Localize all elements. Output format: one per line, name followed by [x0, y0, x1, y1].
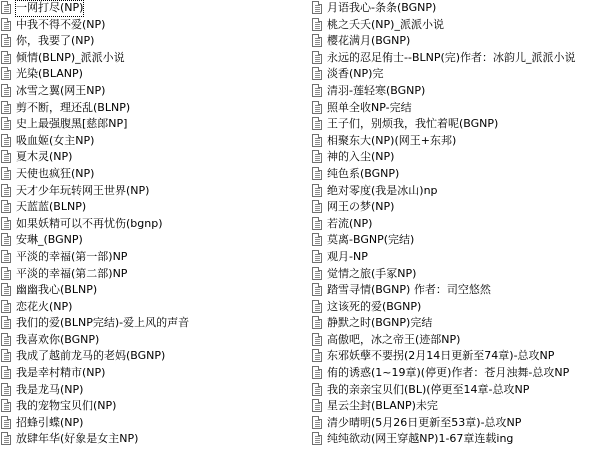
file-name: 倾情(BLNP)_派派小说: [16, 50, 125, 64]
text-file-icon: [1, 167, 11, 180]
text-file-icon: [1, 399, 11, 412]
text-file-icon: [1, 283, 11, 296]
file-name: 放肆年华(好象是女主NP): [16, 432, 139, 446]
text-file-icon: [312, 101, 322, 114]
text-file-icon: [1, 267, 11, 280]
text-file-icon: [312, 267, 322, 280]
text-file-icon: [1, 101, 11, 114]
text-file-icon: [312, 349, 322, 362]
file-item[interactable]: [311, 133, 610, 150]
file-name: 你，我要了(NP): [16, 34, 95, 48]
file-item[interactable]: [0, 83, 305, 100]
file-name: 恋花火(NP): [16, 299, 73, 313]
file-item[interactable]: [311, 216, 610, 233]
file-name: 星云尘封(BLANP)未完: [327, 399, 438, 413]
file-name: 夏木灵(NP): [16, 150, 73, 164]
file-item[interactable]: [311, 183, 610, 200]
file-name: 观月-NP: [327, 249, 368, 263]
text-file-icon: [1, 51, 11, 64]
text-file-icon: [312, 432, 322, 445]
file-item[interactable]: [0, 431, 305, 448]
file-item[interactable]: [311, 116, 610, 133]
file-item[interactable]: [0, 149, 305, 166]
file-name: 月语我心-条条(BGNP): [327, 1, 437, 14]
file-item[interactable]: [0, 415, 305, 432]
file-name: 吸血姬(女主NP): [16, 133, 95, 147]
file-name: 平淡的幸福(第二部)NP: [16, 266, 128, 280]
file-item[interactable]: [0, 348, 305, 365]
file-name: 桃之夭夭(NP)_派派小说: [327, 17, 444, 31]
file-name: 永远的忍足侑士--BLNP(完)作者：冰韵儿_派派小说: [327, 50, 576, 64]
file-item[interactable]: [311, 166, 610, 183]
file-name: 我成了越前龙马的老妈(BGNP): [16, 349, 166, 363]
file-item[interactable]: [0, 100, 305, 117]
file-name: 招蜂引蝶(NP): [16, 415, 84, 429]
file-item[interactable]: [311, 332, 610, 349]
file-item[interactable]: [311, 315, 610, 332]
text-file-icon: [312, 316, 322, 329]
file-name: 一网打尽(NP): [15, 0, 84, 17]
file-name: 光染(BLANP): [16, 67, 83, 81]
text-file-icon: [312, 283, 322, 296]
file-item[interactable]: [0, 299, 305, 316]
file-item[interactable]: [311, 282, 610, 299]
file-item[interactable]: [0, 232, 305, 249]
file-item[interactable]: [311, 0, 610, 17]
text-file-icon: [1, 300, 11, 313]
file-item[interactable]: [311, 50, 610, 67]
text-file-icon: [1, 333, 11, 346]
text-file-icon: [1, 349, 11, 362]
file-name: 清少晴明(5月26日更新至53章)-总攻NP: [327, 415, 522, 429]
file-item[interactable]: [311, 66, 610, 83]
file-name: 如果妖精可以不再忧伤(bgnp): [16, 216, 163, 230]
file-name: 清羽-莲轻寒(BGNP): [327, 83, 426, 97]
file-item[interactable]: [311, 249, 610, 266]
file-name: 我的宠物宝贝们(NP): [16, 399, 117, 413]
text-file-icon: [312, 250, 322, 263]
file-name: 东邪妖孽不要拐(2月14日更新至74章)-总攻NP: [327, 349, 555, 363]
file-name: 莫离-BGNP(完结): [327, 233, 415, 247]
text-file-icon: [312, 416, 322, 429]
text-file-icon: [1, 34, 11, 47]
file-item[interactable]: [0, 116, 305, 133]
file-item[interactable]: [311, 299, 610, 316]
file-item[interactable]: [311, 398, 610, 415]
file-item[interactable]: [311, 100, 610, 117]
file-item[interactable]: [0, 282, 305, 299]
file-name: 相聚东大(NP)(网王+东邦): [327, 133, 457, 147]
file-name: 幽幽我心(BLNP): [16, 283, 98, 297]
file-name: 纯纯欲动(网王穿越NP)1-67章连载ing: [327, 432, 514, 446]
text-file-icon: [1, 366, 11, 379]
file-name: 这该死的爱(BGNP): [327, 299, 422, 313]
file-item[interactable]: [0, 365, 305, 382]
text-file-icon: [1, 316, 11, 329]
file-name: 照单全收NP-完结: [327, 100, 412, 114]
text-file-icon: [312, 184, 322, 197]
file-name: 我喜欢你(BGNP): [16, 332, 100, 346]
file-item[interactable]: [0, 17, 305, 34]
file-item[interactable]: [311, 415, 610, 432]
text-file-icon: [1, 67, 11, 80]
file-item[interactable]: [0, 249, 305, 266]
file-item[interactable]: [311, 83, 610, 100]
text-file-icon: [312, 233, 322, 246]
text-file-icon: [1, 117, 11, 130]
file-item[interactable]: [0, 266, 305, 283]
text-file-icon: [1, 200, 11, 213]
file-name: 我的亲亲宝贝们(BL)(停更至14章-总攻NP: [327, 382, 530, 396]
text-file-icon: [1, 383, 11, 396]
file-name: 纯色系(BGNP): [327, 166, 400, 180]
text-file-icon: [312, 200, 322, 213]
file-name: 网王の梦(NP): [327, 200, 395, 214]
text-file-icon: [312, 117, 322, 130]
file-name: 高傲吧，冰之帝王(迹部NP): [327, 332, 461, 346]
file-column-right: [311, 0, 610, 448]
file-item[interactable]: [0, 183, 305, 200]
file-item[interactable]: [0, 66, 305, 83]
file-item[interactable]: [0, 50, 305, 67]
file-item[interactable]: [311, 266, 610, 283]
file-item[interactable]: [311, 382, 610, 399]
file-name: 我是幸村精市(NP): [16, 366, 106, 380]
file-name: 樱花满月(BGNP): [327, 34, 411, 48]
file-item[interactable]: [311, 431, 610, 448]
file-name: 我们的爱(BLNP完结)-爱上风的声音: [16, 316, 190, 330]
file-name: 侑的诱惑(1~19章)(停更)作者：苍月浊舞-总攻NP: [327, 366, 570, 380]
text-file-icon: [1, 134, 11, 147]
file-item[interactable]: [0, 216, 305, 233]
file-item[interactable]: [0, 199, 305, 216]
file-column-left: [0, 0, 305, 448]
file-name: 中我不得不爱(NP): [16, 17, 106, 31]
file-name: 王子们，别烦我，我忙着呢(BGNP): [327, 117, 499, 131]
file-name: 绝对零度(我是冰山)np: [327, 183, 438, 197]
text-file-icon: [1, 84, 11, 97]
file-name: 天才少年玩转网王世界(NP): [16, 183, 150, 197]
file-item[interactable]: [311, 17, 610, 34]
file-name: 安琳_(BGNP): [16, 233, 83, 247]
file-item[interactable]: [0, 33, 305, 50]
file-name: 冰雪之翼(网王NP): [16, 83, 106, 97]
text-file-icon: [312, 34, 322, 47]
file-name: 踏雪寻情(BGNP) 作者：司空悠然: [327, 283, 491, 297]
file-item[interactable]: [311, 232, 610, 249]
file-item[interactable]: [0, 315, 305, 332]
file-item[interactable]: [311, 33, 610, 50]
text-file-icon: [1, 416, 11, 429]
text-file-icon: [312, 84, 322, 97]
file-name: 静默之时(BGNP)完结: [327, 316, 433, 330]
text-file-icon: [312, 67, 322, 80]
file-item[interactable]: [311, 199, 610, 216]
text-file-icon: [1, 150, 11, 163]
file-item[interactable]: [0, 0, 305, 17]
text-file-icon: [312, 217, 322, 230]
text-file-icon: [1, 18, 11, 31]
text-file-icon: [312, 18, 322, 31]
text-file-icon: [312, 1, 322, 14]
file-name: 天蓝蓝(BLNP): [16, 200, 87, 214]
file-name: 史上最强腹黑[慈郎NP]: [16, 117, 128, 131]
file-name: 我是龙马(NP): [16, 382, 84, 396]
text-file-icon: [1, 184, 11, 197]
file-item[interactable]: [311, 348, 610, 365]
text-file-icon: [1, 233, 11, 246]
text-file-icon: [312, 134, 322, 147]
file-item[interactable]: [311, 365, 610, 382]
file-name: 觉情之旅(手冢NP): [327, 266, 417, 280]
text-file-icon: [312, 383, 322, 396]
file-name: 平淡的幸福(第一部)NP: [16, 249, 128, 263]
text-file-icon: [1, 432, 11, 445]
file-name: 若流(NP): [327, 216, 373, 230]
file-name: 剪不断，理还乱(BLNP): [16, 100, 131, 114]
text-file-icon: [312, 51, 322, 64]
text-file-icon: [1, 250, 11, 263]
text-file-icon: [1, 217, 11, 230]
text-file-icon: [312, 366, 322, 379]
text-file-icon: [312, 150, 322, 163]
text-file-icon: [312, 300, 322, 313]
file-name: 神的入尘(NP): [327, 150, 395, 164]
text-file-icon: [312, 399, 322, 412]
text-file-icon: [312, 333, 322, 346]
file-item[interactable]: [311, 149, 610, 166]
file-item[interactable]: [0, 382, 305, 399]
text-file-icon: [1, 1, 11, 14]
file-item[interactable]: [0, 332, 305, 349]
file-name: 淡香(NP)完: [327, 67, 384, 81]
file-name: 天使也疯狂(NP): [16, 166, 95, 180]
file-item[interactable]: [0, 133, 305, 150]
file-item[interactable]: [0, 398, 305, 415]
text-file-icon: [312, 167, 322, 180]
file-item[interactable]: [0, 166, 305, 183]
